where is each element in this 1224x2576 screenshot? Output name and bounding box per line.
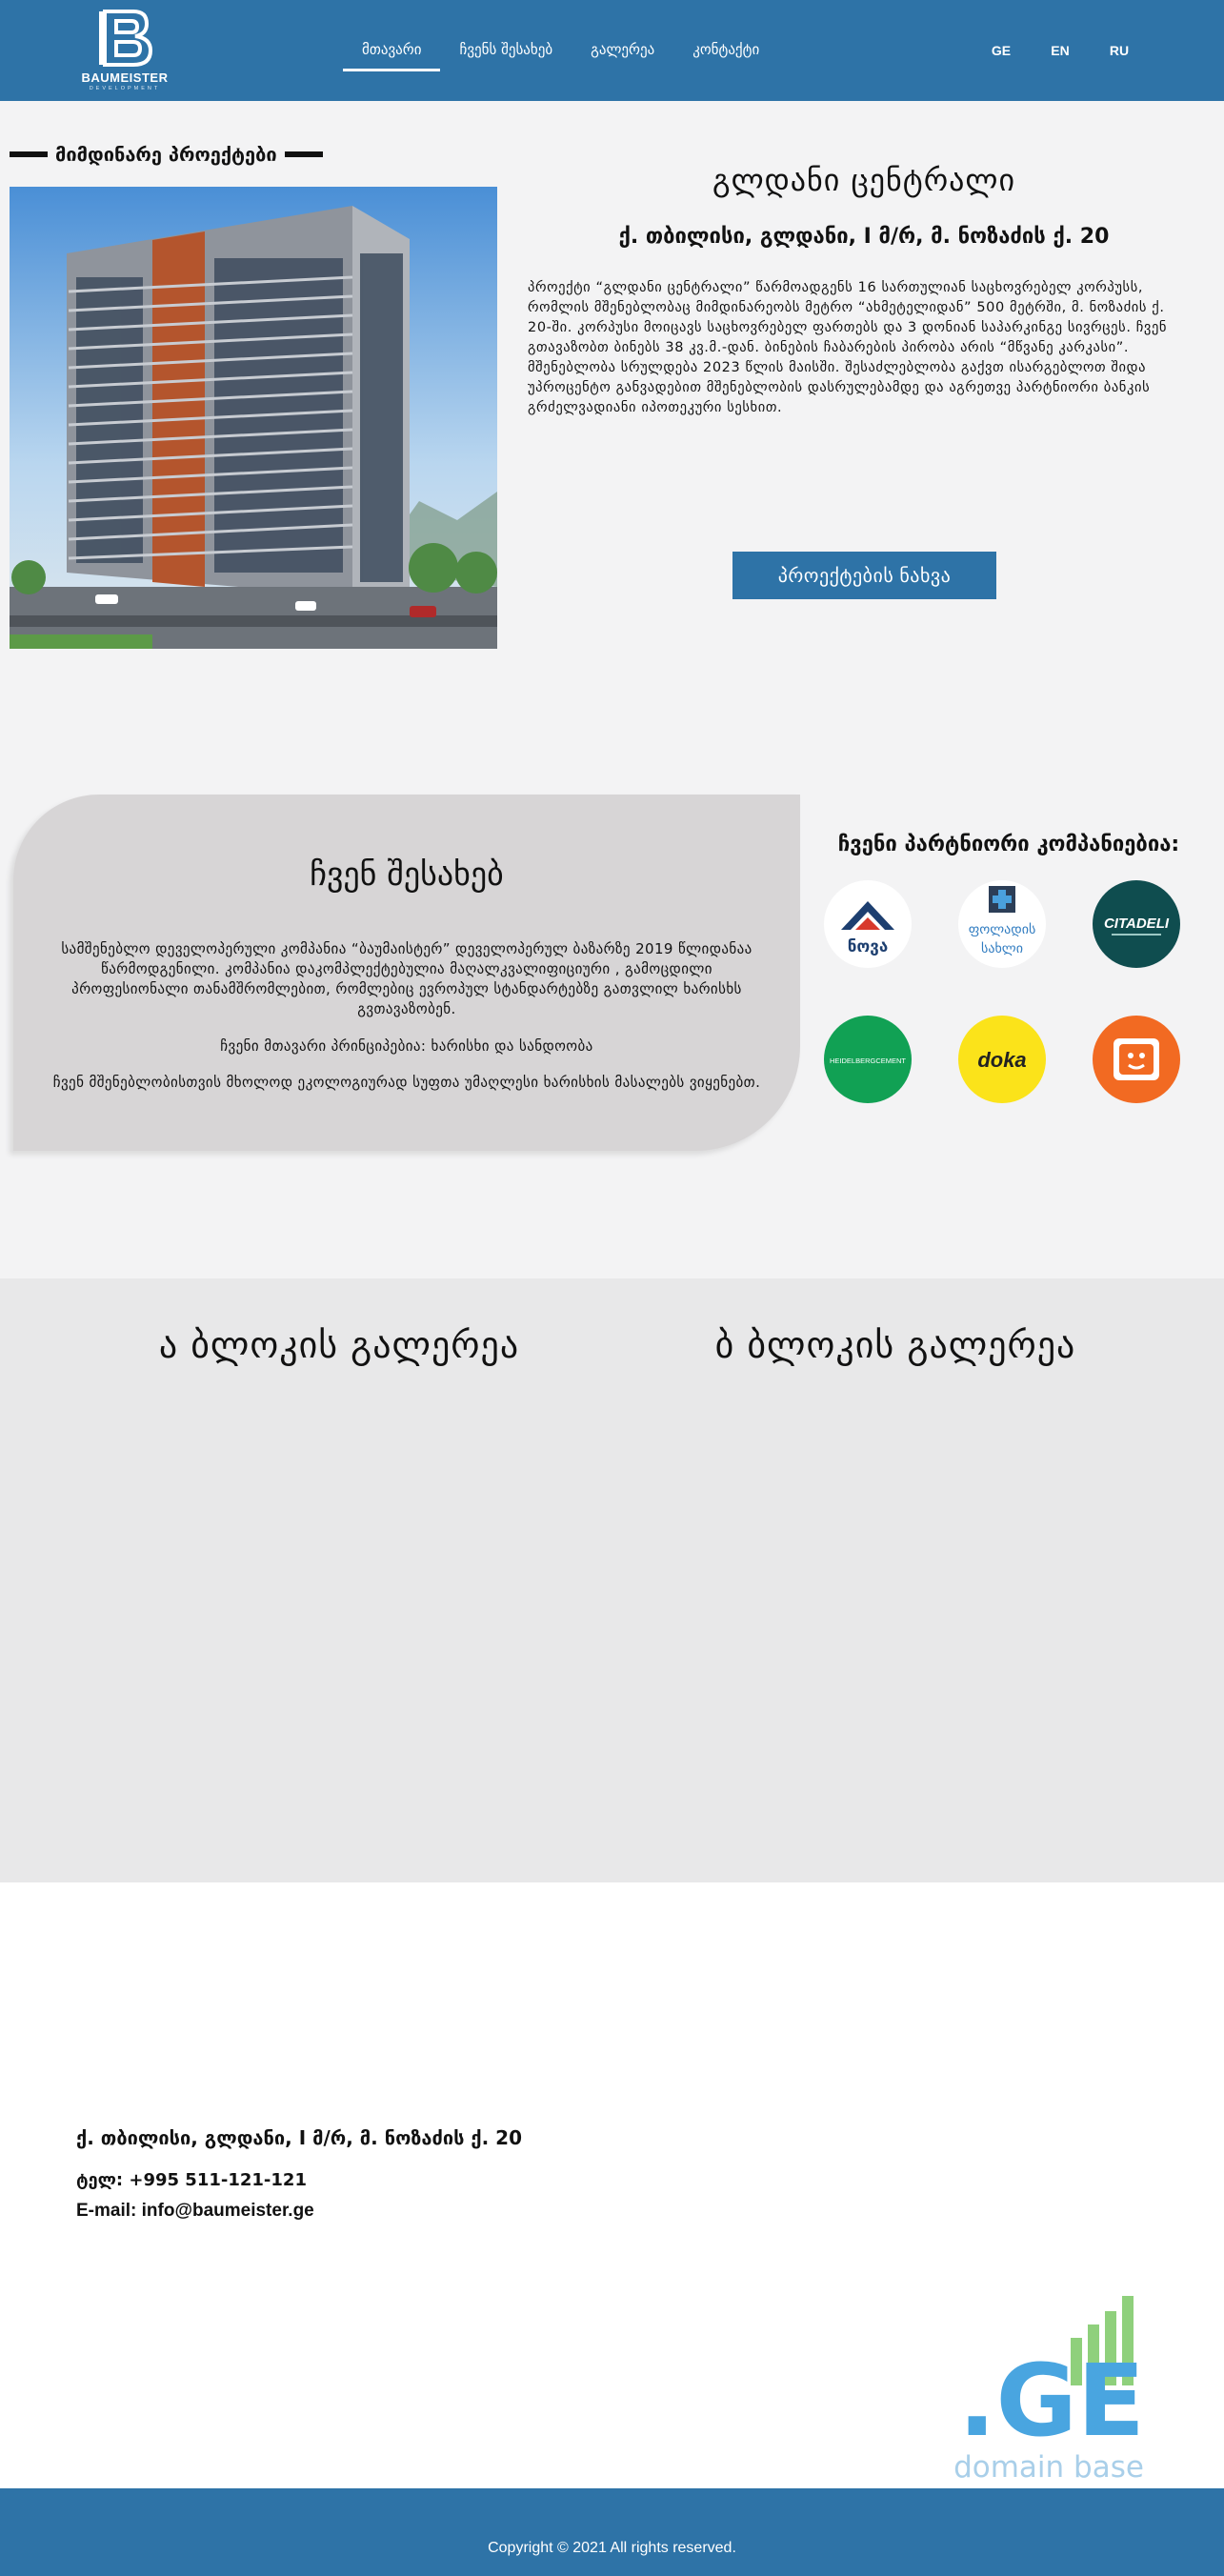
poladi-logo-icon xyxy=(958,880,1046,968)
citadeli-logo-text: CITADELI xyxy=(1103,916,1170,932)
nova-logo-icon xyxy=(824,880,912,968)
partners-title: ჩვენი პარტნიორი კომპანიებია: xyxy=(837,833,1180,856)
doka-logo-icon xyxy=(958,1016,1046,1103)
heading-dash-left xyxy=(10,151,48,157)
logo-b-icon xyxy=(74,8,175,70)
partner-lion-logo[interactable] xyxy=(1093,1016,1180,1103)
domain-ge-logo-icon xyxy=(953,2296,1153,2458)
project-address: ქ. თბილისი, გლდანი, I მ/რ, მ. ნოზაძის ქ. 20 xyxy=(618,225,1110,249)
heidelberg-logo-text: HEIDELBERGCEMENT xyxy=(829,1057,907,1065)
language-switcher xyxy=(972,0,1149,101)
partner-doka-logo[interactable] xyxy=(958,1016,1046,1103)
heidelberg-logo-icon xyxy=(824,1016,912,1103)
site-footer xyxy=(0,2488,1224,2576)
baumeister-logo[interactable] xyxy=(74,8,175,93)
about-paragraph-3: ჩვენ მშენებლობისთვის მხოლოდ ეკოლოგიურად სუფთა უმაღლესი ხარისხის მასალებს ვიყენებთ. xyxy=(52,1074,761,1091)
project-image[interactable] xyxy=(10,187,497,649)
about-title: ჩვენ შესახებ xyxy=(310,855,504,894)
view-projects-button[interactable]: პროექტების ნახვა xyxy=(732,552,996,599)
heading-dash-right xyxy=(285,151,323,157)
partner-citadeli-logo[interactable] xyxy=(1093,880,1180,968)
about-card xyxy=(13,795,800,1151)
site-header xyxy=(0,0,1224,101)
poladi-logo-text-1: ფოლადის xyxy=(968,922,1036,937)
project-name: გლდანი ცენტრალი xyxy=(712,162,1016,198)
nav-contact[interactable]: კონტაქტი xyxy=(692,41,760,58)
poladi-logo-text-2: სახლი xyxy=(981,941,1023,956)
nav-gallery[interactable]: გალერეა xyxy=(591,41,655,58)
partner-poladi-logo[interactable] xyxy=(958,880,1046,968)
lang-ge[interactable]: GE xyxy=(991,43,1012,58)
contact-address: ქ. თბილისი, გლდანი, I მ/რ, მ. ნოზაძის ქ. 20 xyxy=(76,2126,523,2149)
logo-subtitle: DEVELOPMENT xyxy=(89,86,161,91)
about-paragraph-2: ჩვენი მთავარი პრინციპებია: ხარისხი და სანდოობა xyxy=(220,1037,593,1055)
section-title: მიმდინარე პროექტები xyxy=(55,143,277,166)
contact-phone[interactable]: ტელ: +995 511-121-121 xyxy=(76,2170,307,2190)
domain-base-text: domain base xyxy=(953,2450,1144,2485)
gallery-section xyxy=(0,1278,1224,1882)
lang-ru[interactable]: RU xyxy=(1109,43,1130,58)
nav-about[interactable]: ჩვენს შესახებ xyxy=(459,41,553,58)
copyright-text: Copyright © 2021 All rights reserved. xyxy=(488,2540,736,2556)
gallery-b-title[interactable]: ბ ბლოკის გალერეა xyxy=(714,1324,1076,1366)
nova-logo-text: ნოვა xyxy=(847,937,889,956)
main-nav xyxy=(343,0,778,101)
about-paragraph-1: სამშენებლო დეველოპერული კომპანია “ბაუმაისტერ” დეველოპერულ ბაზარზე 2019 წლიდანაა წარმოდგენილი. კომპანია დაკომპლექტებულია მაღალკვალიფიციური , გამოცდილი პროფესიონალი თანამშრომლებით, რომლებიც ევროპულ სტანდარტებზე გათვლილ ხარისხს გვთავაზობენ. xyxy=(61,940,752,1017)
gallery-a-title[interactable]: ა ბლოკის გალერეა xyxy=(158,1324,520,1366)
partner-nova-logo[interactable] xyxy=(824,880,912,968)
partner-heidelberg-logo[interactable] xyxy=(824,1016,912,1103)
logo-wordmark: BAUMEISTER xyxy=(81,70,169,85)
current-projects-heading xyxy=(10,143,323,166)
nav-home[interactable]: მთავარი xyxy=(343,0,440,101)
project-description: პროექტი “გლდანი ცენტრალი” წარმოადგენს 16 სართულიან საცხოვრებელ კორპუსს, რომლის მშენებლობაც მიმდინარეობს მეტრო “ახმეტელიდან” 500 მეტრში, მ. ნოზაძის ქ. 20-ში. კორპუსი მოიცავს საცხოვრებელ ფართებს და 3 დონიან საპარკინგე სივრცეს. ჩვენ გთავაზობთ ბინებს 38 კვ.მ.-დან. ბინების ჩაბარების პირობა არის “მწვანე კარკასი”. მშენებლობა სრულდება 2023 წლის მაისში. შესაძლებლობა გაქვთ ისარგებლოთ შიდა უპროცენტო განვადებით მშენებლობის დასრულებამდე და აგრეთვე პარტნიორი ბანკის გრძელვადიანი იპოთეკური სესხით. xyxy=(528,280,1168,415)
domain-ge-mark: .GE xyxy=(958,2343,1145,2458)
lang-en[interactable]: EN xyxy=(1051,43,1070,58)
citadeli-logo-icon xyxy=(1093,880,1180,968)
lion-logo-icon xyxy=(1093,1016,1180,1103)
contact-email[interactable]: E-mail: info@baumeister.ge xyxy=(76,2201,314,2221)
building-render-image xyxy=(10,187,497,649)
doka-logo-text: doka xyxy=(977,1048,1027,1072)
